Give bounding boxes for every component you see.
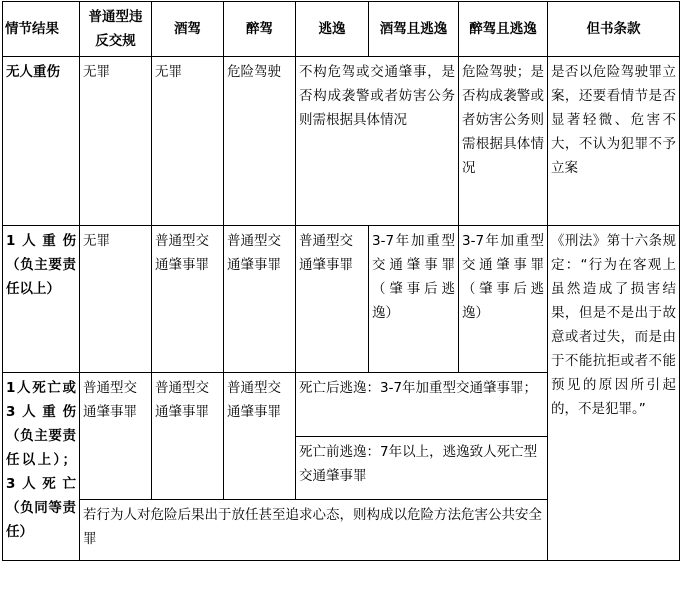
legal-table — [2, 1, 680, 561]
header-row — [3, 2, 680, 57]
table-cell: 普通型交通肇事罪 — [224, 373, 296, 500]
row-label: 无人重伤 — [3, 57, 80, 226]
table-row — [3, 57, 680, 226]
table-cell: 普通型交通肇事罪 — [80, 373, 152, 500]
row-label: 1人重伤（负主要责任以上） — [3, 226, 80, 373]
table-cell: 不构危驾或交通肇事，是否构成袭警或者妨害公务则需根据具体情况 — [296, 57, 459, 226]
table-cell: 普通型交通肇事罪 — [224, 226, 296, 373]
table-cell: 《刑法》第十六条规定：“行为在客观上虽然造成了损害结果，但是不是出于故意或者过失，而是由于不能抗拒或者不能预见的原因所引起的，不是犯罪。” — [548, 226, 680, 561]
header-cell: 醉驾 — [224, 2, 296, 57]
header-cell: 但书条款 — [548, 2, 680, 57]
header-cell: 酒驾且逃逸 — [369, 2, 459, 57]
header-cell: 普通型违反交规 — [80, 2, 152, 57]
table-cell: 危险驾驶；是否构成袭警或者妨害公务则需根据具体情况 — [459, 57, 548, 226]
header-cell: 情节结果 — [3, 2, 80, 57]
table-cell: 无罪 — [80, 226, 152, 373]
header-cell: 逃逸 — [296, 2, 369, 57]
table-cell: 是否以危险驾驶罪立案，还要看情节是否显著轻微、危害不大，不认为犯罪不予立案 — [548, 57, 680, 226]
row-label: 1人死亡或3人重伤（负主要责任以上）；3人死亡（负同等责任） — [3, 373, 80, 561]
table-cell: 死亡后逃逸：3-7年加重型交通肇事罪； — [296, 373, 548, 437]
header-cell: 醉驾且逃逸 — [459, 2, 548, 57]
header-cell: 酒驾 — [152, 2, 224, 57]
table-cell: 危险驾驶 — [224, 57, 296, 226]
table-cell: 普通型交通肇事罪 — [296, 226, 369, 373]
table-cell: 若行为人对危险后果出于放任甚至追求心态，则构成以危险方法危害公共安全罪 — [80, 500, 548, 561]
table-cell: 3-7年加重型交通肇事罪（肇事后逃逸） — [369, 226, 459, 373]
table-cell: 3-7年加重型交通肇事罪（肇事后逃逸） — [459, 226, 548, 373]
table-cell: 死亡前逃逸：7年以上，逃逸致人死亡型交通肇事罪 — [296, 437, 548, 500]
table-row — [3, 226, 680, 373]
table-cell: 无罪 — [152, 57, 224, 226]
table-cell: 普通型交通肇事罪 — [152, 226, 224, 373]
table-cell: 无罪 — [80, 57, 152, 226]
table-cell: 普通型交通肇事罪 — [152, 373, 224, 500]
